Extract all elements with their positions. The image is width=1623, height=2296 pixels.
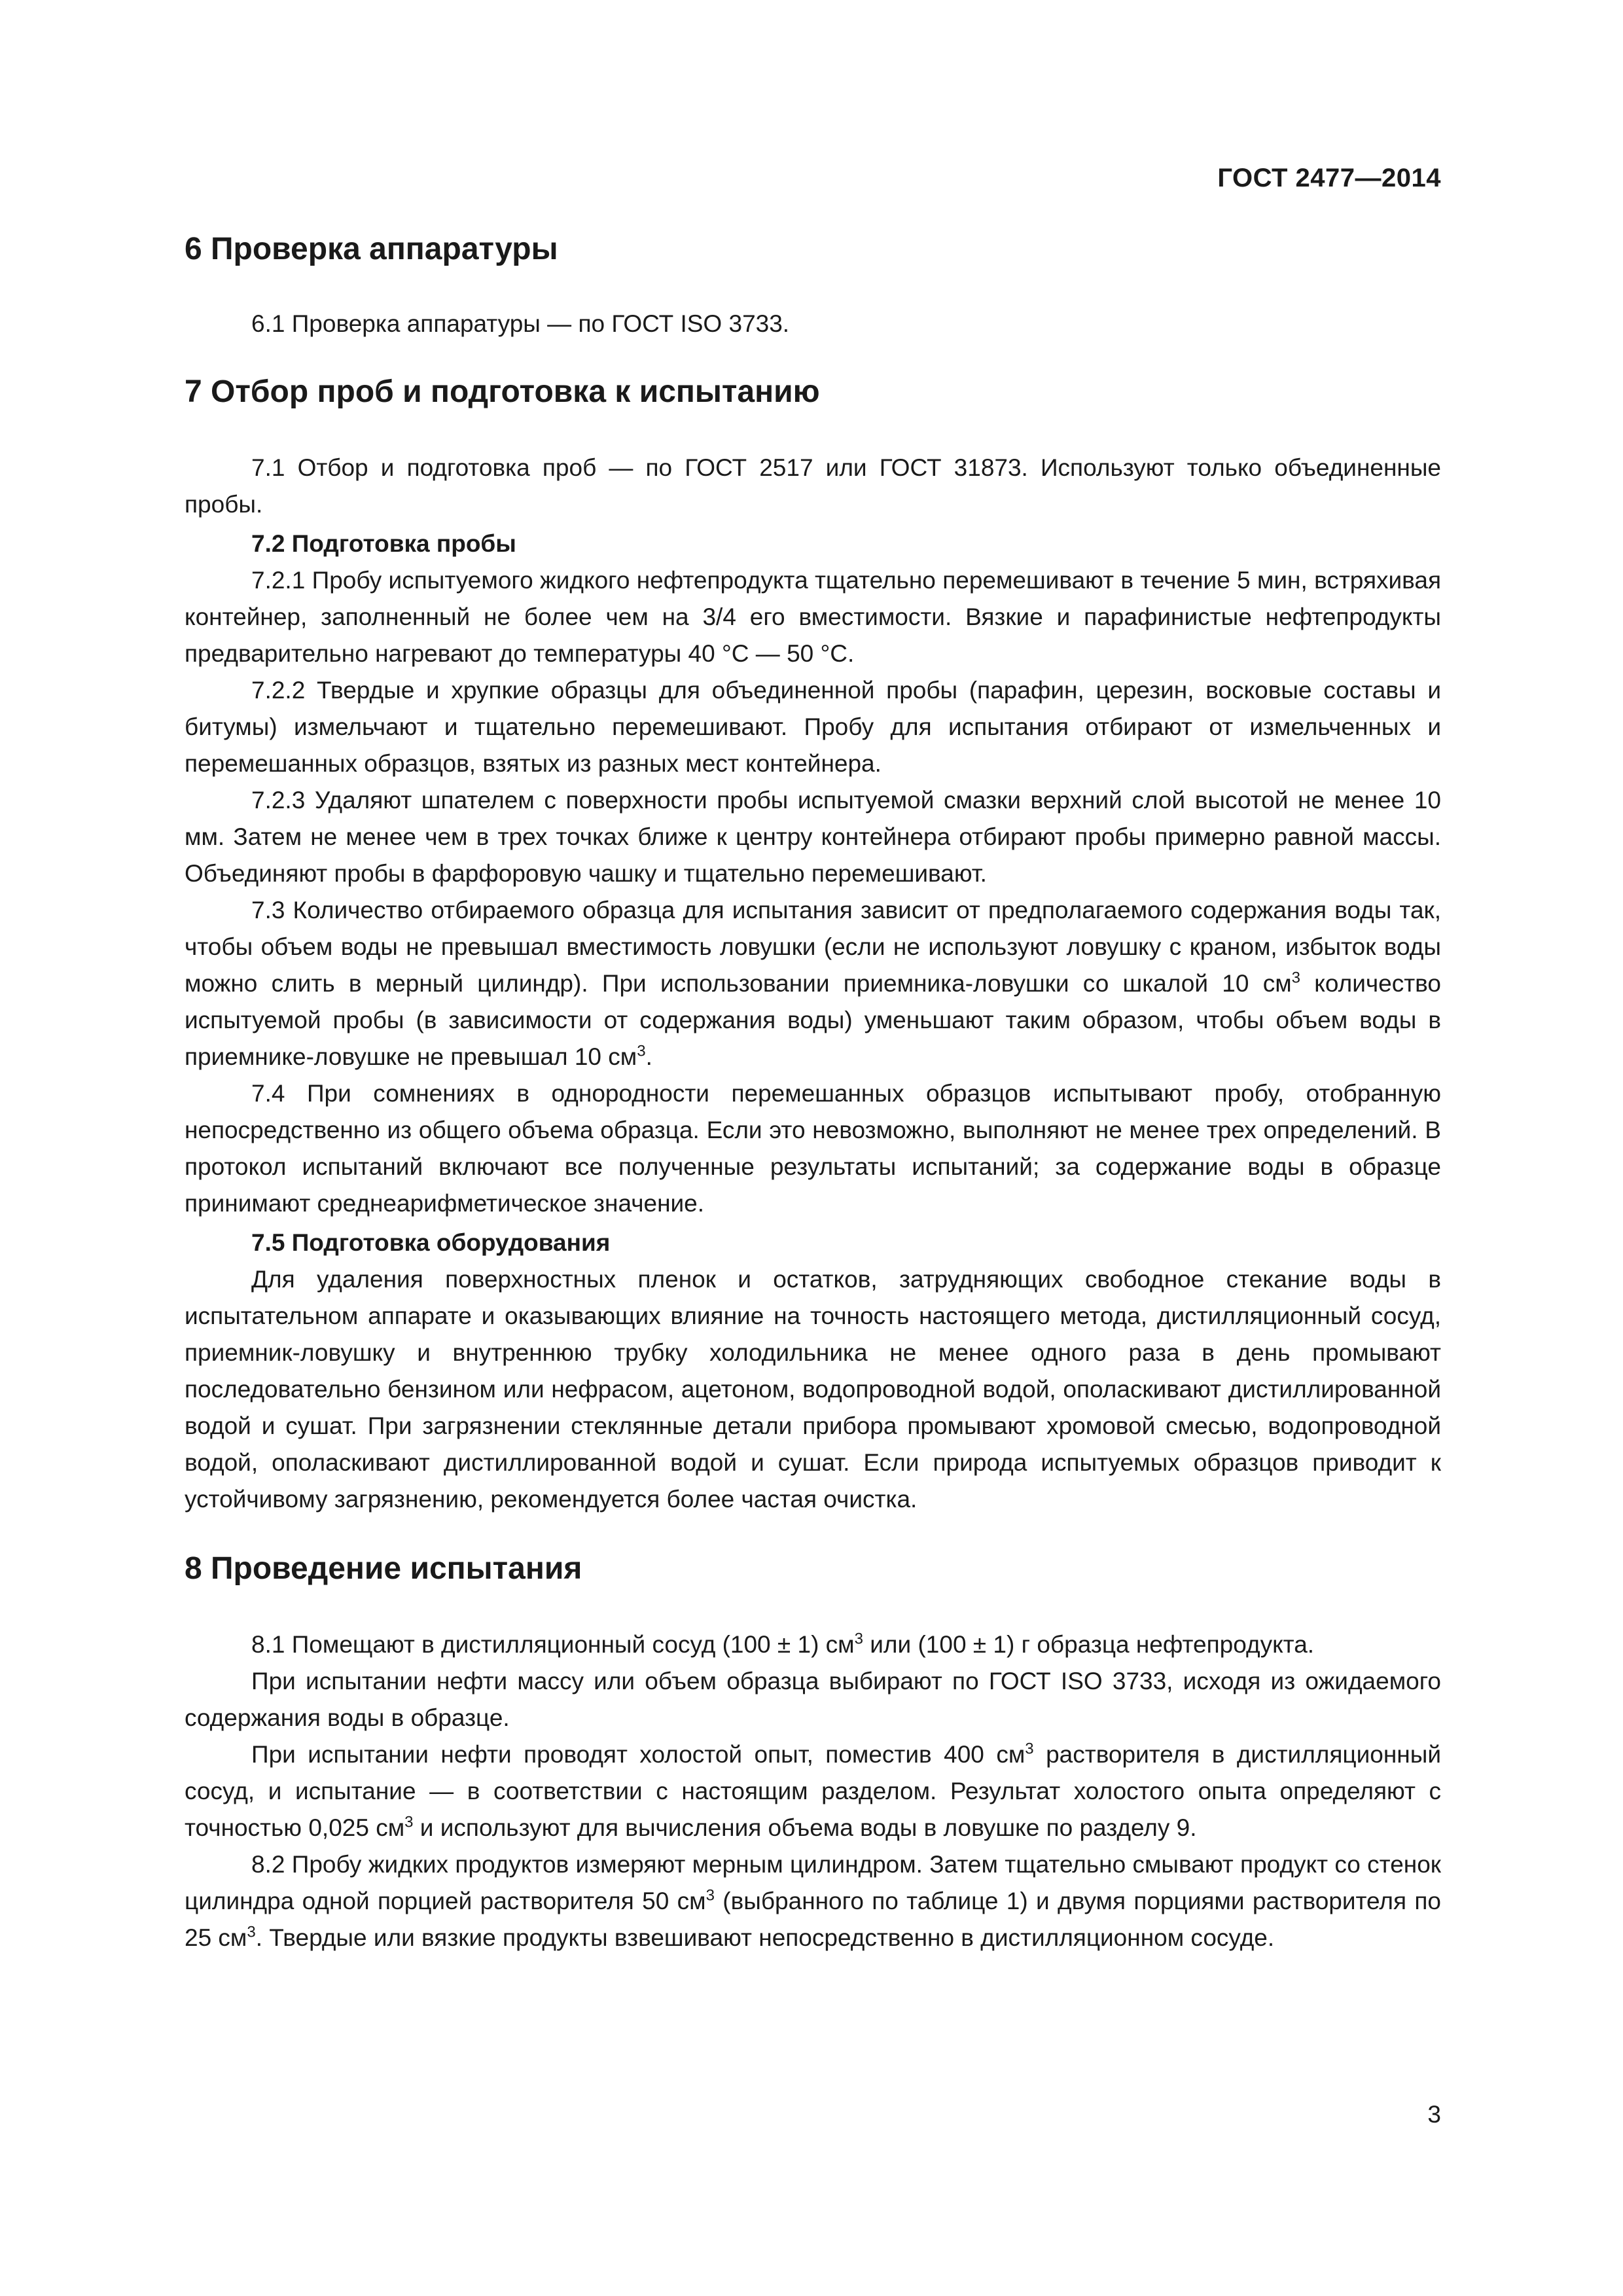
document-code-header: ГОСТ 2477—2014: [1217, 164, 1441, 192]
paragraph-8-1-third-part-c: и используют для вычисления объема воды в ловушке по разделу 9.: [413, 1814, 1197, 1841]
paragraph-7-1: 7.1 Отбор и подготовка проб — по ГОСТ 2517 или ГОСТ 31873. Используют только объединенные пробы.: [185, 454, 1441, 518]
paragraph-8-2-part-c: . Твердые или вязкие продукты взвешивают непосредственно в дистилляционном сосуде.: [255, 1924, 1275, 1951]
paragraph-8-1-third-part-a: При испытании нефти проводят холостой опыт, поместив 400 см: [251, 1741, 1026, 1768]
subsection-7-5-title: 7.5 Подготовка оборудования: [251, 1229, 611, 1256]
superscript-3: 3: [1291, 969, 1300, 987]
paragraph-7-5: Для удаления поверхностных пленок и остатков, затрудняющих свободное стекание воды в испытательном аппарате и оказывающих влияние на точность настоящего метода, дистилляционный сосуд, приемник-ловушку и внутреннюю трубку холодильника не менее одного раза в день промывают последовательно бензином или нефрасом, ацетоном, водопроводной водой, ополаскивают дистиллированной водой и сушат. При загрязнении стеклянные детали прибора промывают хромовой смесью, водопроводной водой, ополаскивают дистиллированной водой и сушат. Если природа испытуемых образцов приводит к устойчивому загрязнению, рекомендуется более частая очистка.: [185, 1266, 1441, 1513]
paragraph-7-3-part-a: 7.3 Количество отбираемого образца для испытания зависит от предполагаемого содержания воды так, чтобы объем воды не превышал вместимость ловушки (если не используют ловушку с краном, избыток воды можно слить в мерный цилиндр). При использовании приемника-ловушки со шкалой 10 см: [185, 897, 1441, 997]
superscript-3: 3: [247, 1923, 256, 1941]
document-page: [185, 0, 1441, 2296]
superscript-3: 3: [854, 1630, 863, 1648]
paragraph-8-1: [185, 1626, 1441, 1663]
paragraph-8-2-part-a: 8.2 Пробу жидких продуктов измеряют мерным цилиндром. Затем тщательно смывают продукт со стенок цилиндра одной порцией растворителя 50 см: [185, 1851, 1441, 1914]
paragraph-8-2-part-b: (выбранного по таблице 1) и двумя порциями растворителя по 25 см: [185, 1888, 1441, 1951]
superscript-3: 3: [705, 1886, 715, 1905]
paragraph-7-2-3: 7.2.3 Удаляют шпателем с поверхности пробы испытуемой смазки верхний слой высотой не менее 10 мм. Затем не менее чем в трех точках ближе к центру контейнера отбирают пробы примерно равной массы. Объединяют пробы в фарфоровую чашку и тщательно перемешивают.: [185, 787, 1441, 887]
section-8-title: 8 Проведение испытания: [185, 1551, 582, 1586]
paragraph-8-2: [185, 1846, 1441, 1956]
document-body: [185, 226, 1441, 1956]
paragraph-8-1-second: При испытании нефти массу или объем образца выбирают по ГОСТ ISO 3733, исходя из ожидаемого содержания воды в образце.: [185, 1668, 1441, 1731]
paragraph-8-1-third-part-b: растворителя в дистилляционный сосуд, и испытание — в соответствии с настоящим разделом. Результат холостого опыта определяют с точностью 0,025 см: [185, 1741, 1441, 1841]
paragraph-7-2-1: 7.2.1 Пробу испытуемого жидкого нефтепродукта тщательно перемешивают в течение 5 мин, встряхивая контейнер, заполненный не более чем на 3/4 его вместимости. Вязкие и парафинистые нефтепродукты предварительно нагревают до температуры 40 °C — 50 °C.: [185, 567, 1441, 667]
paragraph-8-1-part-b: или (100 ± 1) г образца нефтепродукта.: [863, 1631, 1315, 1658]
paragraph-7-3-part-b: количество испытуемой пробы (в зависимости от содержания воды) уменьшают таким образом, чтобы объем воды в приемнике-ловушке не превышал 10 см: [185, 970, 1441, 1070]
paragraph-6-1: 6.1 Проверка аппаратуры — по ГОСТ ISO 3733.: [251, 310, 790, 337]
section-7-title: 7 Отбор проб и подготовка к испытанию: [185, 374, 820, 409]
paragraph-8-1-third: [185, 1736, 1441, 1846]
paragraph-7-4: 7.4 При сомнениях в однородности перемешанных образцов испытывают пробу, отобранную непосредственно из общего объема образца. Если это невозможно, выполняют не менее трех определений. В протокол испытаний включают все полученные результаты испытаний; за содержание воды в образце принимают среднеарифметическое значение.: [185, 1080, 1441, 1217]
superscript-3: 3: [1025, 1740, 1034, 1758]
superscript-3: 3: [637, 1042, 646, 1060]
superscript-3: 3: [404, 1813, 414, 1831]
paragraph-7-3: [185, 892, 1441, 1075]
paragraph-8-1-part-a: 8.1 Помещают в дистилляционный сосуд (100 ± 1) см: [251, 1631, 855, 1658]
page-number: 3: [1427, 2101, 1441, 2128]
section-6-title: 6 Проверка аппаратуры: [185, 232, 558, 266]
paragraph-7-3-part-c: .: [645, 1043, 652, 1070]
subsection-7-2-title: 7.2 Подготовка пробы: [251, 530, 516, 557]
paragraph-7-2-2: 7.2.2 Твердые и хрупкие образцы для объединенной пробы (парафин, церезин, восковые составы и битумы) измельчают и тщательно перемешивают. Пробу для испытания отбирают от измельченных и перемешанных образцов, взятых из разных мест контейнера.: [185, 677, 1441, 777]
